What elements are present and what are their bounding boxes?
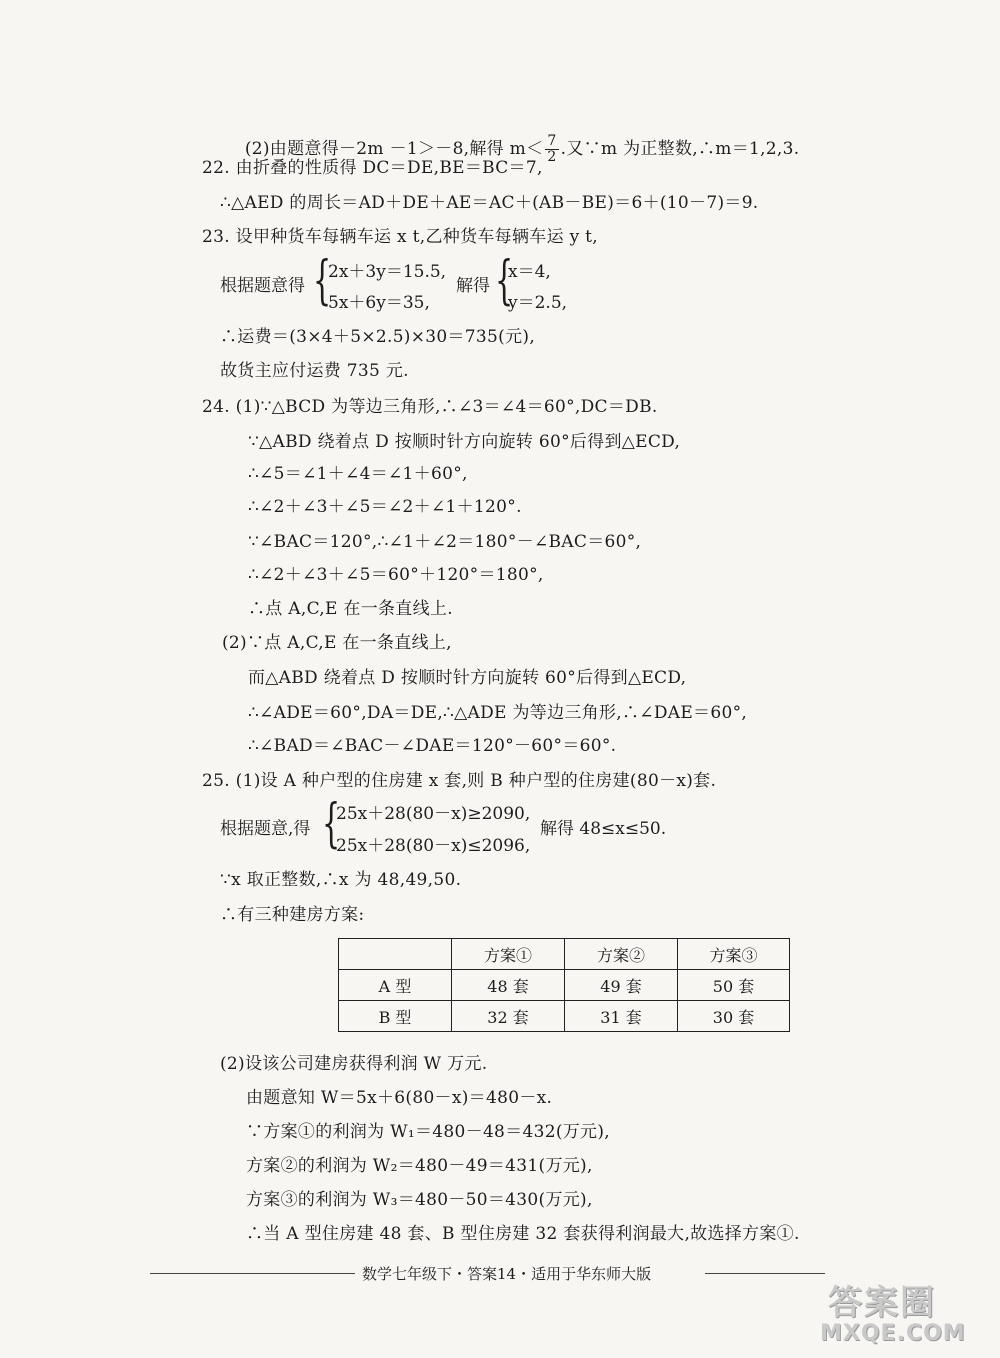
q25-brace: { (322, 794, 341, 854)
fraction-denominator: 2 (547, 149, 557, 165)
schemes-table (338, 938, 790, 1032)
q23-solve-label: 解得 (456, 276, 490, 296)
q25-schemes-intro: ∴有三种建房方案: (220, 905, 365, 925)
q23-equation-1: 2x＋3y＝15.5, (328, 262, 447, 282)
q24-part2-line4: ∴∠BAD＝∠BAC－∠DAE＝120°－60°＝60°. (248, 736, 617, 756)
table-row (339, 1001, 790, 1032)
watermark-site: MXQE.COM (820, 1321, 966, 1346)
q25-part2-line3: ∵方案①的利润为 W₁＝480－48＝432(万元), (246, 1122, 610, 1142)
q21-text: (2)由题意得－2m －1＞－8,解得 m＜ (244, 139, 544, 159)
table-cell: 50 套 (678, 970, 790, 1001)
q24-part2-line3: ∴∠ADE＝60°,DA＝DE,∴△ADE 为等边三角形,∴∠DAE＝60°, (248, 703, 748, 723)
q25-integers: ∵x 取正整数,∴x 为 48,49,50. (220, 870, 462, 890)
watermark-logo: 答案圈 (828, 1283, 936, 1323)
q25-part2-line1: (2)设该公司建房获得利润 W 万元. (220, 1054, 488, 1074)
table-header-cell: 方案③ (678, 939, 790, 970)
q24-line3: ∴∠5＝∠1＋∠4＝∠1＋60°, (248, 464, 468, 484)
q23-right-brace: { (495, 251, 514, 311)
q25-line1: 25. (1)设 A 种户型的住房建 x 套,则 B 种户型的住房建(80－x)套. (202, 771, 717, 791)
q25-inequality-2: 25x＋28(80－x)≤2096, (336, 836, 531, 856)
table-cell: 30 套 (678, 1001, 790, 1032)
q21-text-end: .又∵m 为正整数,∴m＝1,2,3. (560, 139, 800, 159)
table-header-cell (339, 939, 452, 970)
table-cell: 32 套 (452, 1001, 565, 1032)
q23-answer: 故货主应付运费 735 元. (220, 361, 409, 381)
q23-solution-2: y＝2.5, (508, 293, 568, 313)
q23-system-prefix: 根据题意得 (220, 276, 305, 296)
q25-part2-line6: ∴当 A 型住房建 48 套、B 型住房建 32 套获得利润最大,故选择方案①. (246, 1224, 800, 1244)
watermark (820, 1275, 995, 1353)
q24-line7: ∴点 A,C,E 在一条直线上. (248, 599, 453, 619)
q25-part2-line5: 方案③的利润为 W₃＝480－50＝430(万元), (246, 1190, 593, 1210)
q24-line5: ∵∠BAC＝120°,∴∠1＋∠2＝180°－∠BAC＝60°, (248, 532, 642, 552)
q22-line1: 22. 由折叠的性质得 DC＝DE,BE＝BC＝7, (202, 158, 543, 178)
q24-line2: ∵△ABD 绕着点 D 按顺时针方向旋转 60°后得到△ECD, (248, 432, 681, 452)
q24-line4: ∴∠2＋∠3＋∠5＝∠2＋∠1＋120°. (248, 497, 522, 517)
table-cell: A 型 (339, 970, 452, 1001)
q23-solution-1: x＝4, (508, 262, 551, 282)
table-row (339, 970, 790, 1001)
q24-part2-line1: (2)∵点 A,C,E 在一条直线上, (222, 633, 452, 653)
q25-system-prefix: 根据题意,得 (220, 819, 311, 839)
q23-left-brace: { (313, 251, 332, 311)
table-header-cell: 方案① (452, 939, 565, 970)
table-cell: B 型 (339, 1001, 452, 1032)
q25-part2-line4: 方案②的利润为 W₂＝480－49＝431(万元), (246, 1156, 593, 1176)
q23-line1: 23. 设甲种货车每辆车运 x t,乙种货车每辆车运 y t, (202, 227, 599, 247)
footer-rule-right (705, 1273, 825, 1274)
q22-line2: ∴△AED 的周长＝AD＋DE＋AE＝AC＋(AB－BE)＝6＋(10－7)＝9. (220, 193, 759, 213)
q25-part2-line2: 由题意知 W＝5x＋6(80－x)＝480－x. (246, 1088, 553, 1108)
q24-part2-line2: 而△ABD 绕着点 D 按顺时针方向旋转 60°后得到△ECD, (248, 668, 687, 688)
q24-line6: ∴∠2＋∠3＋∠5＝60°＋120°＝180°, (248, 565, 544, 585)
q23-cost: ∴运费＝(3×4＋5×2.5)×30＝735(元), (220, 327, 536, 347)
footer-text: 数学七年级下・答案14・适用于华东师大版 (362, 1265, 652, 1283)
table-cell: 48 套 (452, 970, 565, 1001)
table-cell: 31 套 (565, 1001, 678, 1032)
q25-solution: 解得 48≤x≤50. (540, 819, 667, 839)
q25-inequality-1: 25x＋28(80－x)≥2090, (336, 804, 531, 824)
footer-rule-left (150, 1273, 355, 1274)
q23-equation-2: 5x＋6y＝35, (328, 293, 430, 313)
table-header-row (339, 939, 790, 970)
fraction (545, 134, 558, 165)
table-header-cell: 方案② (565, 939, 678, 970)
fraction-numerator: 7 (547, 133, 557, 149)
table-cell: 49 套 (565, 970, 678, 1001)
q24-line1: 24. (1)∵△BCD 为等边三角形,∴∠3＝∠4＝60°,DC＝DB. (202, 397, 658, 417)
